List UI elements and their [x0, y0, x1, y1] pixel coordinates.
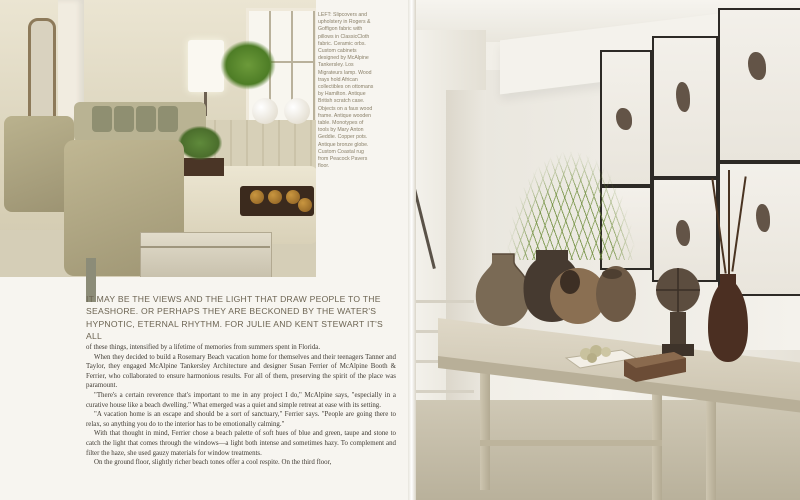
- photo-twig: [728, 170, 730, 274]
- photo-art-tool: [616, 108, 632, 130]
- photo-art-tool: [748, 52, 766, 80]
- photo-plant: [220, 40, 276, 90]
- right-page-photo: [416, 0, 800, 500]
- photo-pillow: [158, 106, 178, 132]
- photo-stair-step: [416, 300, 474, 303]
- photo-stair-step: [416, 390, 474, 393]
- photo-art-panel: [718, 8, 800, 162]
- paragraph: "There's a certain reverence that's important to me in any project I do," McAlpine says, "especially in a curative house like a beach dwelling." What emerged was a quiet and simple retreat at ease with its setting.: [86, 391, 396, 409]
- photo-pillow: [92, 106, 112, 132]
- photo-pillow: [136, 106, 156, 132]
- photo-art-tool: [676, 82, 690, 112]
- photo-ceramic-orb: [252, 98, 278, 124]
- photo-tray-orb: [298, 198, 312, 212]
- article-body: [86, 343, 396, 493]
- paragraph: With that thought in mind, Ferrier chose a beach palette of soft hues of blue and green, taupe and stone to catch the light that comes through the windows—a light both intense and sometimes hazy. To complement and filter the haze, she used gauzy materials for window treatments.: [86, 430, 396, 457]
- photo-table-stretcher: [480, 440, 662, 446]
- article-lead: IT MAY BE THE VIEWS AND THE LIGHT THAT DRAW PEOPLE TO THE SEASHORE. OR PERHAPS THEY ARE BECKONED BY THE WATER'S HYPNOTIC, ETERNAL RHYTHM. FOR JULIE AND KENT STEWART IT'S ALL: [86, 294, 383, 342]
- photo-art-tool: [676, 220, 690, 246]
- photo-art-tool: [756, 204, 770, 232]
- photo-jar: [594, 264, 638, 324]
- photo-trunk-band: [140, 246, 270, 248]
- paragraph: When they decided to build a Rosemary Beach vacation home for themselves and their teenagers Tanner and Taylor, they engaged McAlpine Tankersley Architecture and designer Susan Ferrier of McAlpine Booth & Ferrier, who collaborated to ensure harmonious results. For all of them, preserving the spirit of the place was paramount.: [86, 353, 396, 390]
- photo-ceramic-orb: [284, 98, 310, 124]
- photo-trunk: [140, 232, 272, 277]
- photo-grass-plant: [506, 150, 636, 260]
- photo-tall-vase: [706, 270, 750, 366]
- photo-art-panel: [652, 36, 718, 178]
- photo-floor: [416, 400, 800, 500]
- photo-tray-orb: [268, 190, 282, 204]
- photo-pillow: [114, 106, 134, 132]
- living-room-photo: [0, 0, 316, 277]
- paragraph: "A vacation home is an escape and should be a sort of sanctuary," Ferrier says. "People are going there to relax, so anything you do to the interior has to be emotionally calming.": [86, 411, 396, 428]
- page-gutter: [408, 0, 416, 500]
- paragraph: On the ground floor, slightly richer beach tones offer a cool respite. On the third floor,: [94, 459, 332, 467]
- photo-flowers: [178, 126, 222, 160]
- photo-wood-box: [620, 346, 690, 386]
- photo-caption: LEFT: Slipcovers and upholstery in Rogers & Goffigon fabric with pillows in ClassicCloth fabric. Ceramic orbs. Custom cabinets designed by McAlpine Tankersley. Los Migrateurs lamp. Wood trays hold African collectibles on ottomans by Hamilton. Antique British scratch case. Objects on a faux wood frame. Antique wooden table. Monotypes of tools by Mary Anton Geddie. Copper pots. Antique bronze globe. Custom Coastal rug from Peacock Pavers floor.: [318, 12, 374, 170]
- photo-arched-mirror: [28, 18, 56, 124]
- paragraph: of these things, intensified by a lifetime of memories from summers spent in Florida.: [86, 344, 321, 351]
- photo-tray-orb: [250, 190, 264, 204]
- photo-lamp-shade: [188, 40, 224, 92]
